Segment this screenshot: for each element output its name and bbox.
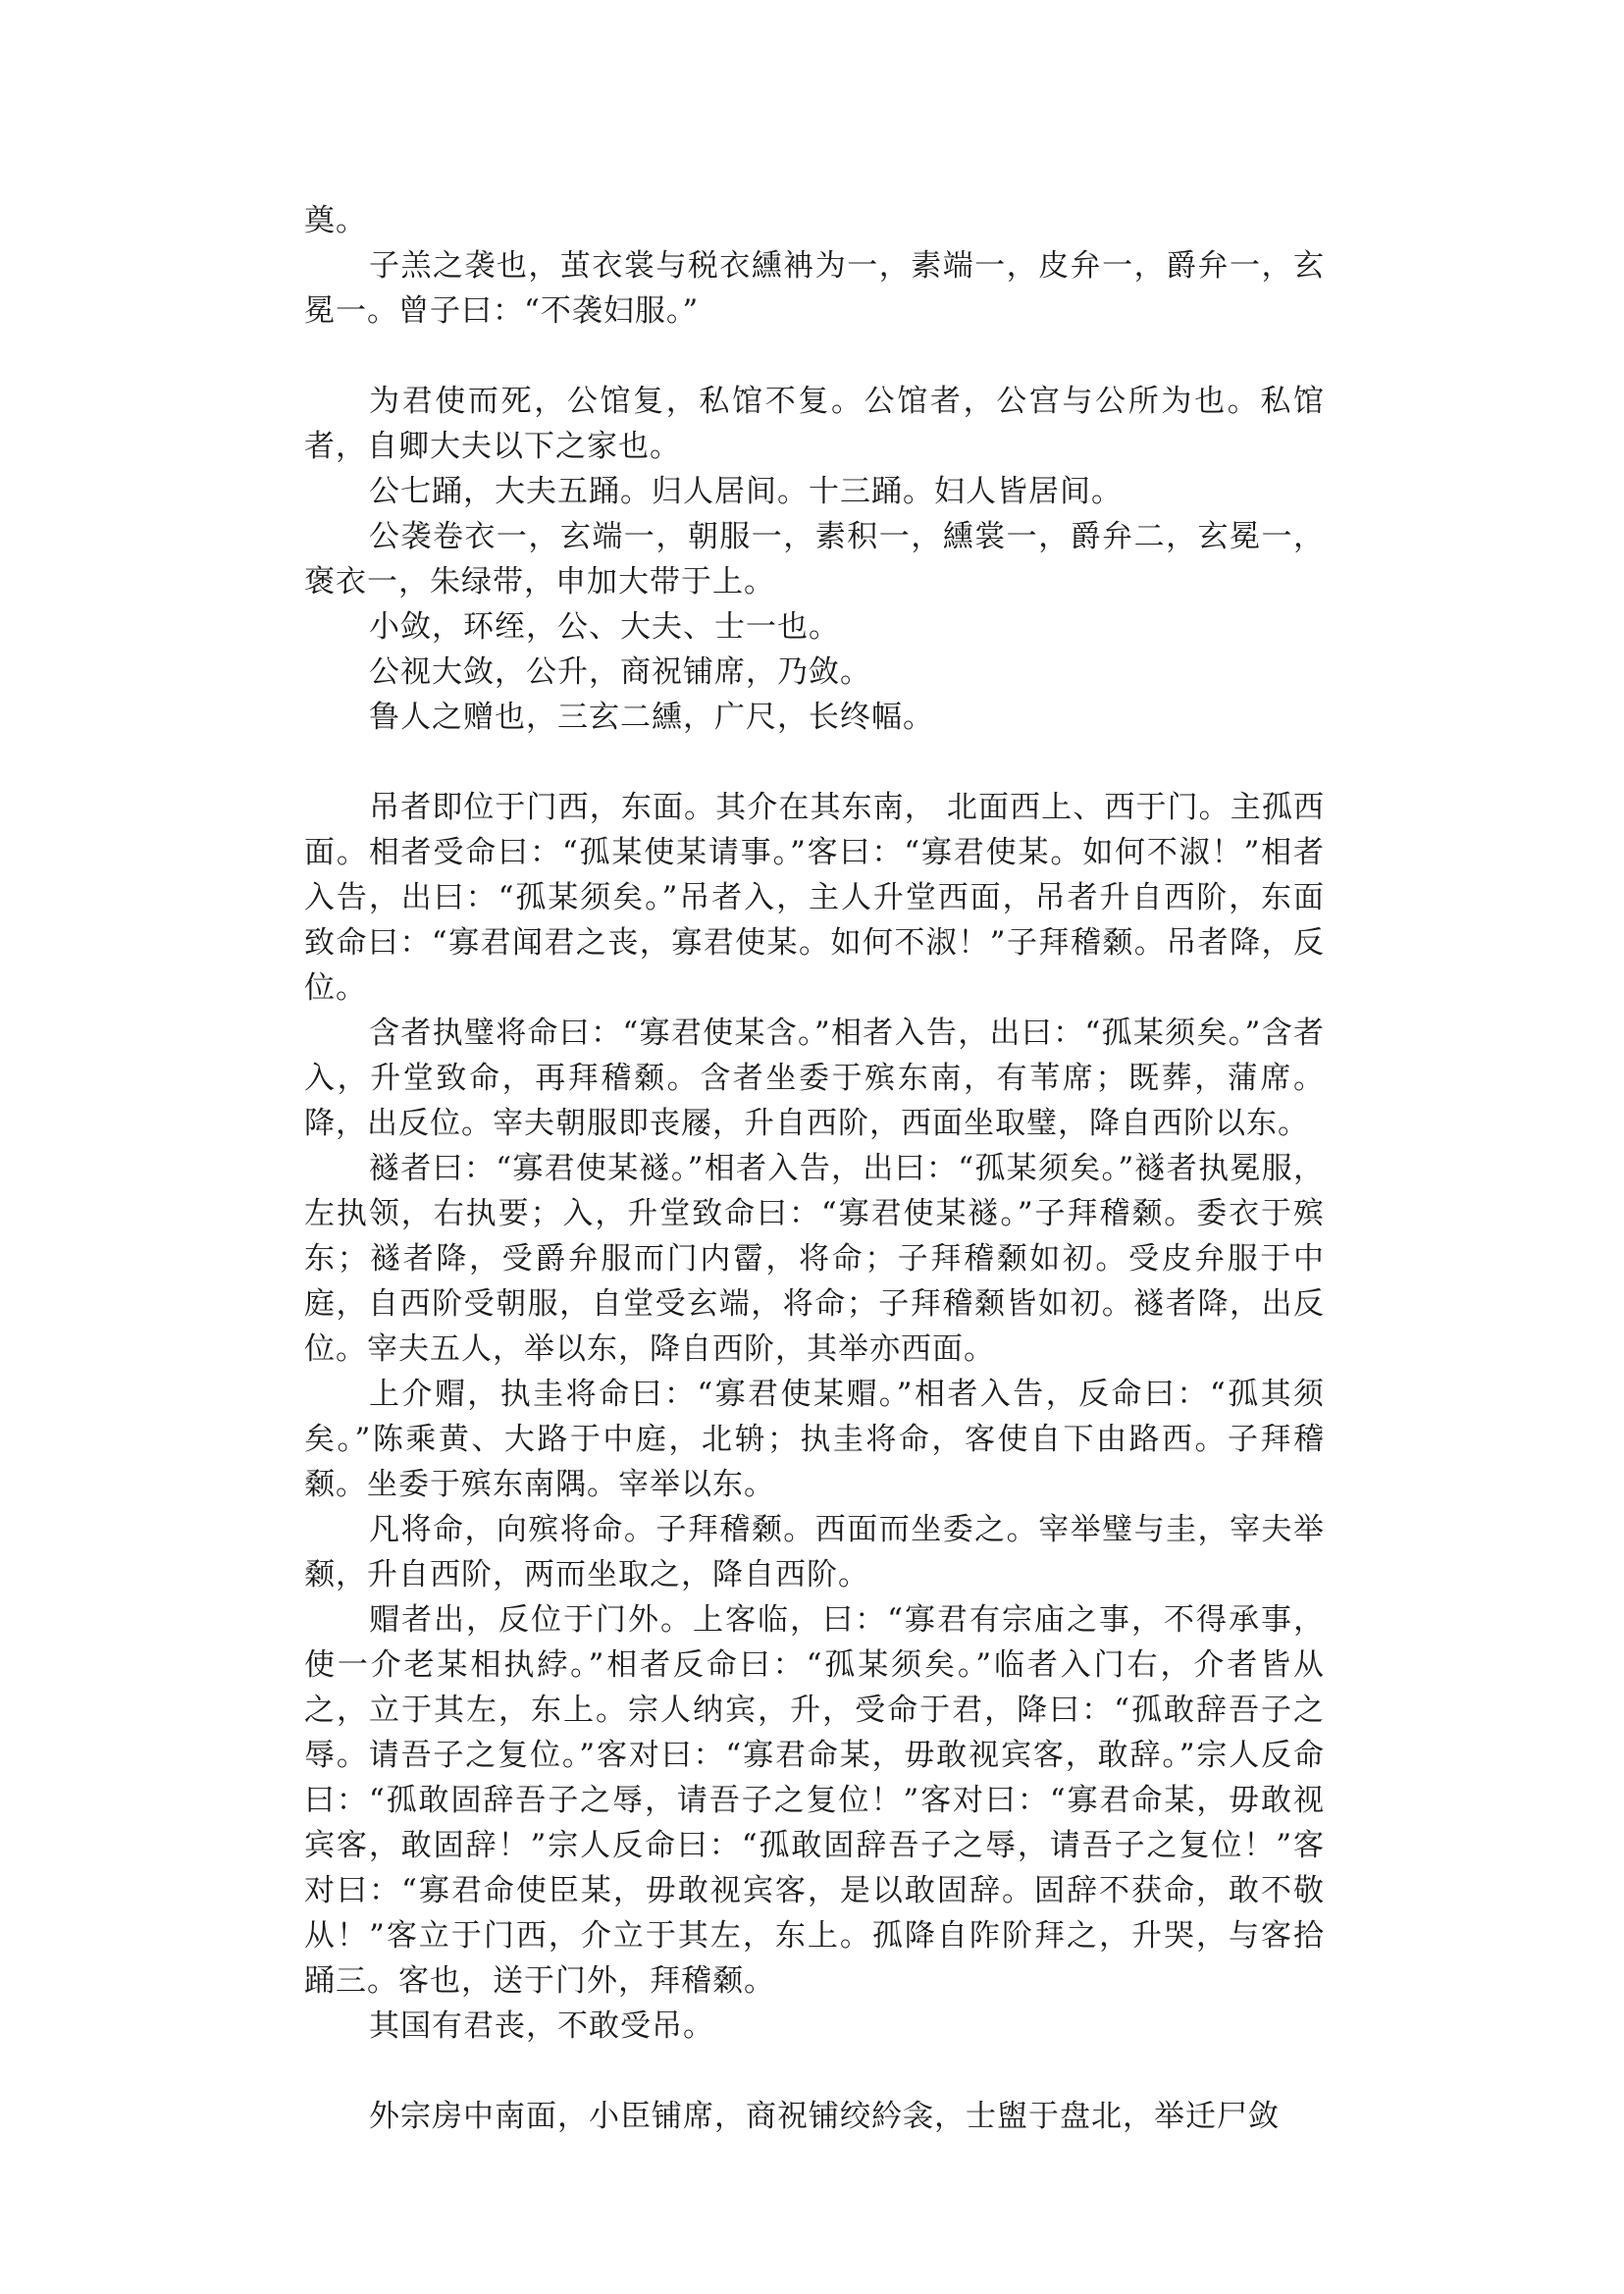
- paragraph: 子羔之袭也，茧衣裳与税衣纁袡为一，素端一，皮弁一，爵弁一，玄冕一。曾子曰：“不袭妇服。”: [304, 248, 1325, 329]
- paragraph: 公七踊，大夫五踊。归人居间。十三踊。妇人皆居间。: [369, 474, 1123, 509]
- paragraph: 其国有君丧，不敢受吊。: [369, 2008, 714, 2044]
- paragraph: 赗者出，反位于门外。上客临，曰：“寡君有宗庙之事，不得承事，使一介老某相执綍。”相者反命曰：“孤某须矣。”临者入门右，介者皆从之，立于其左，东上。宗人纳宾，升，受命于君，降曰：“孤敢辞吾子之辱。请吾子之复位。”客对曰：“寡君命某，毋敢视宾客，敢辞。”宗人反命曰：“孤敢固辞吾子之辱，请吾子之复位！”客对曰：“寡君命某，毋敢视宾客，敢固辞！”宗人反命曰：“孤敢固辞吾子之辱，请吾子之复位！”客对曰：“寡君命使臣某，毋敢视宾客，是以敢固辞。固辞不获命，敢不敬从！”客立于门西，介立于其左，东上。孤降自阼阶拜之，升哭，与客拾踊三。客也，送于门外，拜稽颡。: [304, 1602, 1325, 1999]
- paragraph: 奠。: [304, 203, 367, 238]
- paragraph: 为君使而死，公馆复，私馆不复。公馆者，公宫与公所为也。私馆者，自卿大夫以下之家也。: [304, 384, 1325, 464]
- paragraph: 吊者即位于门西，东面。其介在其东南， 北面西上、西于门。主孤西面。相者受命曰：“孤某使某请事。”客曰：“寡君使某。如何不淑！”相者入告，出曰：“孤某须矣。”吊者入，主人升堂西面，吊者升自西阶，东面致命曰：“寡君闻君之丧，寡君使某。如何不淑！”子拜稽颡。吊者降，反位。: [304, 790, 1325, 1006]
- paragraph-gap: [304, 740, 1325, 785]
- paragraph: 小敛，环绖，公、大夫、士一也。: [369, 609, 840, 645]
- paragraph-gap: [304, 2049, 1325, 2094]
- paragraph: 公视大敛，公升，商祝铺席，乃敛。: [369, 654, 871, 690]
- paragraph: 襚者曰：“寡君使某襚。”相者入告，出曰：“孤某须矣。”襚者执冕服，左执领，右执要；入，升堂致命曰：“寡君使某襚。”子拜稽颡。委衣于殡东；襚者降，受爵弁服而门内霤，将命；子拜稽颡如初。受皮弁服于中庭，自西阶受朝服，自堂受玄端，将命；子拜稽颡皆如初。襚者降，出反位。宰夫五人，举以东，降自西阶，其举亦西面。: [304, 1151, 1325, 1367]
- document-body: [304, 198, 1325, 2139]
- paragraph: 鲁人之赠也，三玄二纁，广尺，长终幅。: [369, 700, 934, 735]
- paragraph: 上介赗，执圭将命曰：“寡君使某赗。”相者入告，反命曰：“孤其须矣。”陈乘黄、大路于中庭，北辀；执圭将命，客使自下由路西。子拜稽颡。坐委于殡东南隅。宰举以东。: [304, 1377, 1325, 1502]
- paragraph: 公袭卷衣一，玄端一，朝服一，素积一，纁裳一，爵弁二，玄冕一，褒衣一，朱绿带，申加大带于上。: [304, 519, 1325, 600]
- paragraph: 外宗房中南面，小臣铺席，商祝铺绞紟衾，士盥于盘北，举迁尸敛: [369, 2099, 1280, 2134]
- paragraph: 含者执璧将命曰：“寡君使某含。”相者入告，出曰：“孤某须矣。”含者入，升堂致命，再拜稽颡。含者坐委于殡东南，有苇席；既葬，蒲席。降，出反位。宰夫朝服即丧屦，升自西阶，西面坐取璧，降自西阶以东。: [304, 1016, 1325, 1141]
- paragraph: 凡将命，向殡将命。子拜稽颡。西面而坐委之。宰举璧与圭，宰夫举颡，升自西阶，两而坐取之，降自西阶。: [304, 1512, 1325, 1592]
- paragraph-gap: [304, 334, 1325, 379]
